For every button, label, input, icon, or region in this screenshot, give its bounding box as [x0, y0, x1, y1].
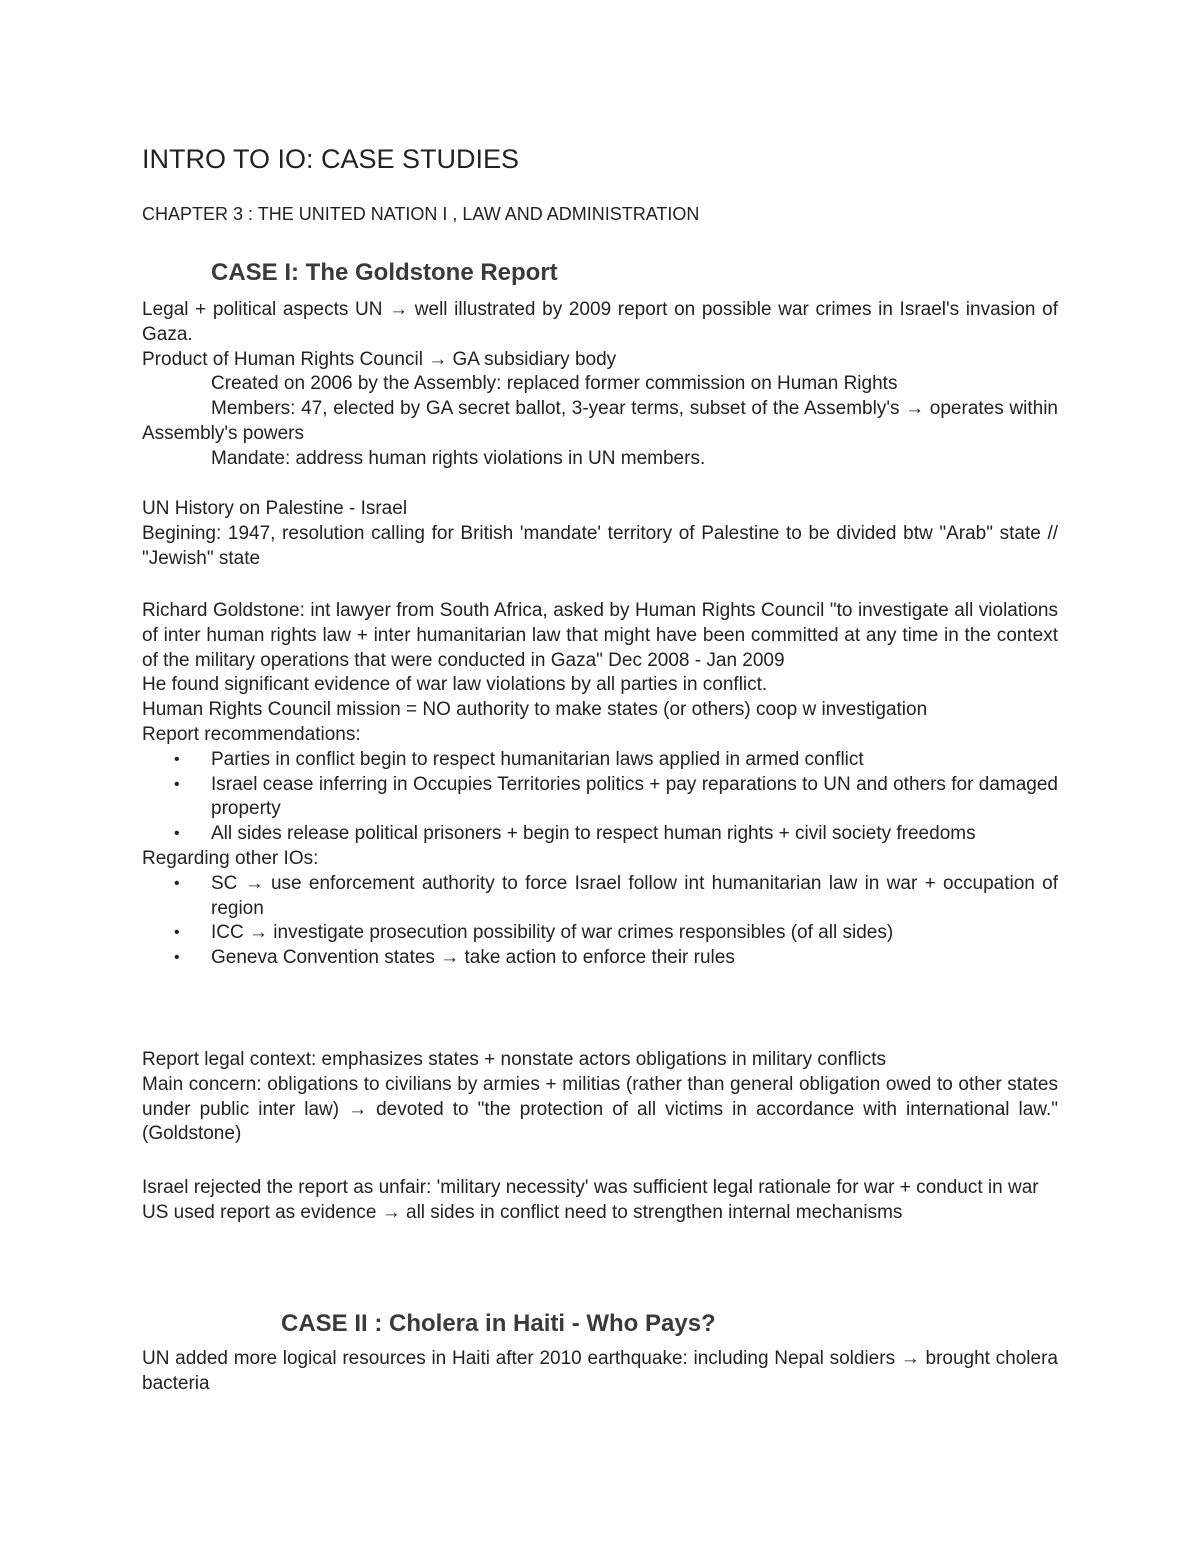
list-item	[142, 921, 1058, 946]
list-item-text: ICC → investigate prosecution possibility of war crimes responsibles (of all sides)	[211, 922, 894, 944]
bullet-icon: •	[174, 825, 180, 843]
indented-paragraph: Members: 47, elected by GA secret ballot, 3-year terms, subset of the Assembly's → operates within Assembly's powers	[142, 398, 1058, 444]
legal-context-block	[142, 1048, 1058, 1147]
bullet-icon: •	[174, 949, 180, 967]
goldstone-block	[142, 599, 1058, 971]
case-2-block	[142, 1347, 1058, 1397]
case-1-intro-block	[142, 298, 1058, 472]
bullet-icon: •	[174, 775, 180, 793]
paragraph: Richard Goldstone: int lawyer from South Africa, asked by Human Rights Council "to investigate all violations of inter human rights law + inter humanitarian law that might have been committed at any time in the context of the military operations that were conducted in Gaza" Dec 2008 - Jan 2009	[142, 600, 1058, 671]
bullet-icon: •	[174, 874, 180, 892]
paragraph: Human Rights Council mission = NO authority to make states (or others) coop w investigation	[142, 699, 928, 721]
paragraph: Regarding other IOs:	[142, 847, 319, 869]
bullet-icon: •	[174, 750, 180, 768]
indented-paragraph: Created on 2006 by the Assembly: replaced former commission on Human Rights	[211, 373, 898, 395]
list-item	[142, 946, 1058, 971]
paragraph: Main concern: obligations to civilians by armies + militias (rather than general obligation owed to other states under public inter law) → devoted to "the protection of all victims in accordance with international law." (Goldstone)	[142, 1073, 1058, 1145]
paragraph: Product of Human Rights Council → GA subsidiary body	[142, 348, 617, 370]
reactions-block	[142, 1176, 1058, 1226]
page-title: INTRO TO IO: CASE STUDIES	[142, 144, 520, 174]
list-item	[142, 748, 1058, 773]
paragraph: Legal + political aspects UN → well illustrated by 2009 report on possible war crimes in Israel's invasion of Gaza.	[142, 299, 1058, 345]
paragraph: Report recommendations:	[142, 723, 361, 745]
recommendations-list	[142, 748, 1058, 847]
paragraph: UN added more logical resources in Haiti after 2010 earthquake: including Nepal soldiers → brought cholera bacteria	[142, 1348, 1058, 1394]
case-2-heading: CASE II : Cholera in Haiti - Who Pays?	[281, 1310, 716, 1337]
indented-paragraph: Mandate: address human rights violations in UN members.	[211, 447, 706, 469]
history-block	[142, 497, 1058, 571]
paragraph: Begining: 1947, resolution calling for British 'mandate' territory of Palestine to be divided btw "Arab" state // "Jewish" state	[142, 522, 1058, 569]
list-item-text: Parties in conflict begin to respect humanitarian laws applied in armed conflict	[211, 748, 864, 770]
paragraph: He found significant evidence of war law violations by all parties in conflict.	[142, 674, 768, 696]
list-item-text: Israel cease inferring in Occupies Territories politics + pay reparations to UN and others for damaged property	[211, 773, 1058, 820]
list-item-text: Geneva Convention states → take action to enforce their rules	[211, 947, 735, 969]
list-item-text: SC → use enforcement authority to force Israel follow int humanitarian law in war + occupation of region	[211, 872, 1058, 919]
paragraph: UN History on Palestine - Israel	[142, 498, 408, 519]
list-item	[142, 822, 1058, 847]
list-item	[142, 872, 1058, 922]
paragraph: US used report as evidence → all sides in conflict need to strengthen internal mechanisms	[142, 1201, 903, 1223]
paragraph: Report legal context: emphasizes states + nonstate actors obligations in military conflicts	[142, 1049, 887, 1070]
case-1-heading: CASE I: The Goldstone Report	[211, 259, 558, 286]
chapter-heading: CHAPTER 3 : THE UNITED NATION I , LAW AND ADMINISTRATION	[142, 204, 700, 224]
bullet-icon: •	[174, 924, 180, 942]
list-item-text: All sides release political prisoners + begin to respect human rights + civil society freedoms	[211, 823, 976, 845]
paragraph: Israel rejected the report as unfair: 'military necessity' was sufficient legal rationale for war + conduct in war	[142, 1177, 1039, 1198]
list-item	[142, 773, 1058, 823]
other-ios-list	[142, 872, 1058, 971]
